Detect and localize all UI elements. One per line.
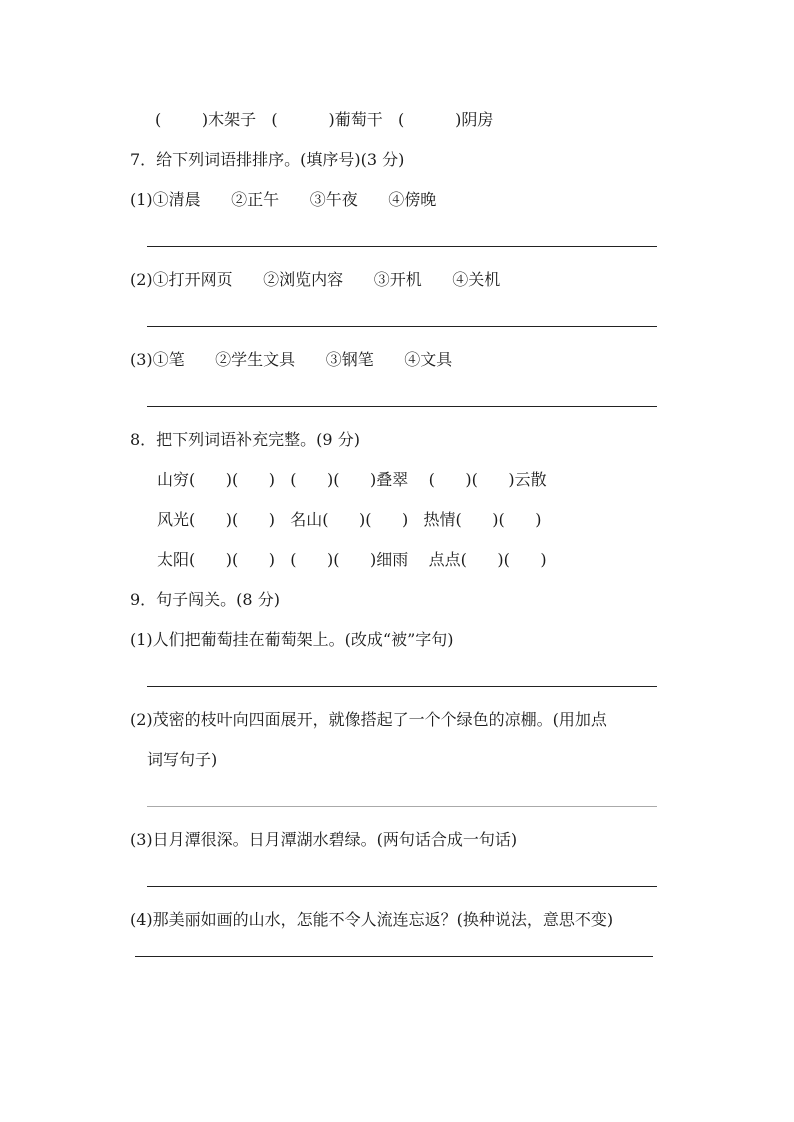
q6-tail-row: ( )木架子 ( )葡萄干 ( )阴房 (155, 110, 494, 129)
q8-row-2: 风光( )( ) 名山( )( ) 热情( )( ) (157, 510, 542, 529)
q7-item-1: (1)①清晨 ②正午 ③午夜 ④傍晚 (130, 190, 437, 209)
q7-answer-line-1[interactable] (147, 246, 657, 247)
q9-item-3: (3)日月潭很深。日月潭湖水碧绿。(两句话合成一句话) (130, 830, 518, 849)
q8-row-3: 太阳( )( ) ( )( )细雨 点点( )( ) (157, 550, 547, 569)
q9-heading: 9．句子闯关。(8 分) (130, 590, 280, 609)
q8-heading: 8．把下列词语补充完整。(9 分) (130, 430, 360, 449)
q9-answer-line-1[interactable] (147, 686, 657, 687)
q9-item-2: (2)茂密的枝叶向四面展开，就像搭起了一个个绿色的凉棚。(用加点 (130, 710, 607, 729)
q8-row-1: 山穷( )( ) ( )( )叠翠 ( )( )云散 (157, 470, 547, 489)
q7-item-2: (2)①打开网页 ②浏览内容 ③开机 ④关机 (130, 270, 501, 289)
q9-item-4: (4)那美丽如画的山水，怎能不令人流连忘返？(换种说法，意思不变) (130, 910, 614, 929)
q9-item-2-continued: 词写句子) (147, 750, 218, 769)
q9-answer-line-3[interactable] (147, 886, 657, 887)
q7-item-3: (3)①笔 ②学生文具 ③钢笔 ④文具 (130, 350, 453, 369)
q9-answer-line-4[interactable] (135, 956, 653, 957)
q7-heading: 7．给下列词语排排序。(填序号)(3 分) (130, 150, 405, 169)
q7-answer-line-2[interactable] (147, 326, 657, 327)
q7-answer-line-3[interactable] (147, 406, 657, 407)
q9-answer-line-2[interactable] (147, 806, 657, 807)
q9-item-1: (1)人们把葡萄挂在葡萄架上。(改成“被”字句) (130, 630, 454, 649)
